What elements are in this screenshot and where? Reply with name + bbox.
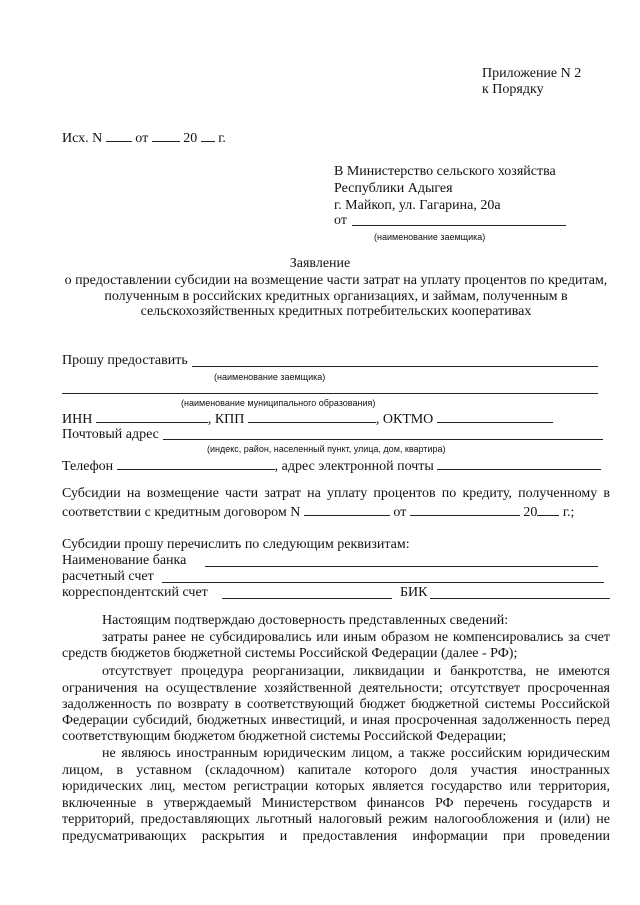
- inn-row: [62, 410, 553, 428]
- confirmation-p2-line-4: Федерации субсидий, бюджетных инвестиций, и иная просроченная задолженность перед: [62, 713, 610, 728]
- appendix-title: Приложение N 2: [482, 66, 582, 81]
- requisites-intro: Субсидии прошу перечислить по следующим реквизитам:: [62, 537, 410, 552]
- document-title-line-2: полученным в российских кредитных организациях, и займам, полученным в: [104, 289, 568, 304]
- request-borrower-caption: (наименование заемщика): [214, 372, 326, 382]
- phone-field[interactable]: [117, 457, 275, 470]
- confirmation-p3-line-4: включенные в утверждаемый Министерством финансов РФ перечень государств и: [62, 796, 610, 811]
- postal-address-field[interactable]: [163, 439, 603, 440]
- bik-label: БИК: [400, 585, 428, 600]
- addressee-line-1: В Министерство сельского хозяйства: [334, 164, 556, 179]
- oktmo-label: , ОКТМО: [375, 412, 434, 427]
- contract-date-label: от: [393, 505, 407, 520]
- bik-field[interactable]: [430, 598, 610, 599]
- email-field[interactable]: [437, 457, 601, 470]
- confirmation-p1-line-1: затраты ранее не субсидировались или иным образом не компенсировались за счет: [102, 630, 610, 645]
- addressee-from-label: от: [334, 213, 347, 228]
- outgoing-date-blank[interactable]: [152, 129, 180, 142]
- confirmation-p2-line-5: соответствующим бюджетом бюджетной системы Российской Федерации;: [62, 729, 507, 744]
- postal-caption: (индекс, район, населенный пункт, улица, дом, квартира): [207, 444, 446, 454]
- outgoing-year-blank[interactable]: [201, 129, 215, 142]
- outgoing-number-line: [62, 129, 226, 147]
- request-borrower-field[interactable]: [192, 366, 598, 367]
- addressee-line-3: г. Майкоп, ул. Гагарина, 20а: [334, 198, 501, 213]
- confirmation-p3-line-5: территорий, предоставляющих льготный налоговый режим налогообложения и (или) не: [62, 812, 610, 827]
- email-label: , адрес электронной почты: [274, 459, 434, 474]
- document-heading: Заявление: [289, 256, 351, 271]
- outgoing-from-label: от: [135, 131, 149, 146]
- contract-year-field[interactable]: [537, 503, 559, 516]
- kpp-label: , КПП: [207, 412, 245, 427]
- contract-year-suffix: г.;: [562, 505, 575, 520]
- postal-label: Почтовый адрес: [62, 427, 159, 442]
- bank-name-label: Наименование банка: [62, 553, 187, 568]
- outgoing-year-prefix: 20: [183, 131, 198, 146]
- inn-field[interactable]: [96, 410, 208, 423]
- contract-year-prefix: 20: [523, 505, 538, 520]
- confirmation-p2-line-2: ограничения на осуществление хозяйственной деятельности; отсутствует просроченная: [62, 681, 610, 696]
- borrower-name-field[interactable]: [352, 225, 566, 226]
- request-label: Прошу предоставить: [62, 353, 188, 368]
- municipality-caption: (наименование муниципального образования): [181, 398, 376, 408]
- confirmation-intro: Настоящим подтверждаю достоверность представленных сведений:: [102, 613, 509, 628]
- account-label: расчетный счет: [62, 569, 154, 584]
- oktmo-field[interactable]: [437, 410, 553, 423]
- outgoing-prefix: Исх. N: [62, 131, 103, 146]
- subsidy-line-2: [62, 503, 574, 521]
- subsidy-line-1: Субсидии на возмещение части затрат на уплату процентов по кредиту, полученному в: [62, 486, 610, 501]
- appendix-subtitle: к Порядку: [482, 82, 544, 97]
- confirmation-p3-line-1: не являюсь иностранным юридическим лицом, а также российским юридическим: [102, 746, 610, 761]
- borrower-name-caption: (наименование заемщика): [374, 232, 486, 242]
- corr-account-field[interactable]: [222, 598, 392, 599]
- kpp-field[interactable]: [248, 410, 376, 423]
- municipality-field[interactable]: [62, 393, 598, 394]
- addressee-line-2: Республики Адыгея: [334, 181, 453, 196]
- document-title-line-3: сельскохозяйственных кредитных потребительских кооперативах: [140, 304, 532, 319]
- outgoing-number-blank[interactable]: [106, 129, 132, 142]
- contract-number-label: соответствии с кредитным договором N: [62, 505, 301, 520]
- confirmation-p3-line-2: лицом, в уставном (складочном) капитале которого доля участия иностранных: [62, 763, 610, 778]
- confirmation-p3-line-3: юридических лиц, местом регистрации которых является государство или территория,: [62, 779, 610, 794]
- bank-name-field[interactable]: [205, 566, 598, 567]
- inn-label: ИНН: [62, 412, 93, 427]
- corr-account-label: корреспондентский счет: [62, 585, 208, 600]
- phone-row: [62, 457, 601, 475]
- outgoing-year-suffix: г.: [218, 131, 226, 146]
- contract-date-field[interactable]: [410, 503, 520, 516]
- document-title-line-1: о предоставлении субсидии на возмещение части затрат на уплату процентов по кредитам,: [64, 273, 608, 288]
- contract-number-field[interactable]: [304, 503, 390, 516]
- phone-label: Телефон: [62, 459, 114, 474]
- confirmation-p3-line-6: предусматривающих раскрытия и предоставления информации при проведении: [62, 829, 610, 844]
- confirmation-p2-line-1: отсутствует процедура реорганизации, ликвидации и банкротства, не имеются: [102, 664, 610, 679]
- account-field[interactable]: [162, 582, 604, 583]
- confirmation-p1-line-2: средств бюджетов бюджетной системы Российской Федерации (далее - РФ);: [62, 646, 518, 661]
- confirmation-p2-line-3: задолженность по возврату в соответствующий бюджет бюджетной системы Российской: [62, 697, 610, 712]
